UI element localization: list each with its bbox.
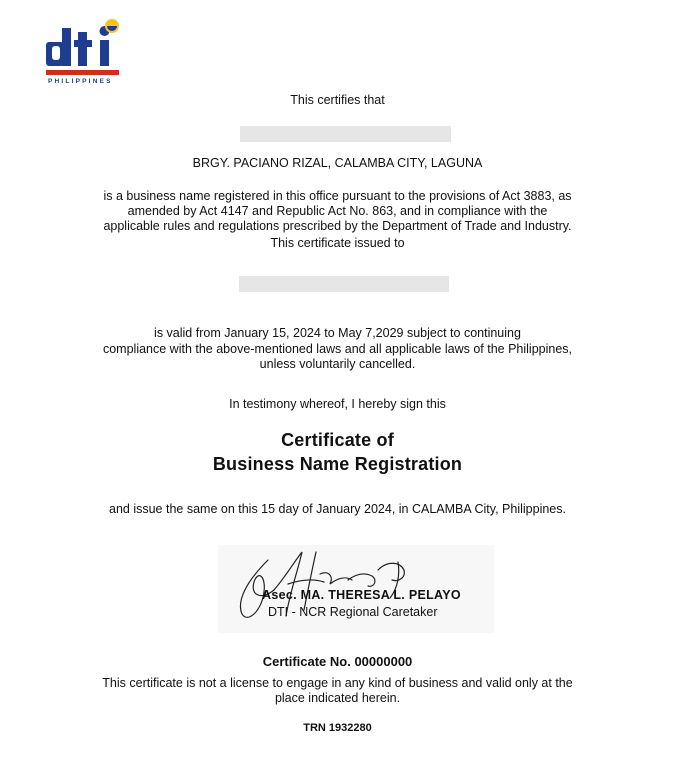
- issue-statement: and issue the same on this 15 day of January 2024, in CALAMBA City, Philippines.: [109, 502, 566, 516]
- logo-country-text: PHILIPPINES: [48, 78, 113, 85]
- redacted-business-name: [240, 126, 451, 142]
- certificate-title-line-2: Business Name Registration: [212, 454, 463, 474]
- registration-body-line-2: amended by Act 4147 and Republic Act No. 863, and in compliance with the: [127, 204, 548, 218]
- testimony-text: In testimony whereof, I hereby sign this: [229, 397, 446, 411]
- trn-number: TRN 1932280: [303, 722, 372, 734]
- registration-body-line-1: is a business name registered in this office pursuant to the provisions of Act 3883, as: [103, 189, 572, 203]
- intro-text: This certifies that: [290, 93, 385, 107]
- signatory-title: DTI - NCR Regional Caretaker: [268, 605, 438, 619]
- validity-line-3: unless voluntarily cancelled.: [259, 357, 416, 371]
- registration-body-line-3: applicable rules and regulations prescribed by the Department of Trade and Industry.: [103, 219, 572, 233]
- redacted-owner-name: [239, 276, 449, 292]
- validity-line-1: is valid from January 15, 2024 to May 7,2029 subject to continuing: [154, 326, 521, 340]
- disclaimer-line-1: This certificate is not a license to engage in any kind of business and valid only at the: [102, 676, 573, 690]
- signatory-name: Asec. MA. THERESA L. PELAYO: [262, 588, 461, 602]
- issued-to-text: This certificate issued to: [270, 236, 405, 250]
- validity-line-2: compliance with the above-mentioned laws and all applicable laws of the Philippines,: [102, 342, 573, 356]
- disclaimer-line-2: place indicated herein.: [274, 691, 401, 705]
- business-address: BRGY. PACIANO RIZAL, CALAMBA CITY, LAGUNA: [192, 156, 483, 170]
- certificate-number: Certificate No. 00000000: [262, 654, 413, 669]
- dti-logo: [44, 18, 124, 92]
- certificate-title-line-1: Certificate of: [281, 430, 394, 450]
